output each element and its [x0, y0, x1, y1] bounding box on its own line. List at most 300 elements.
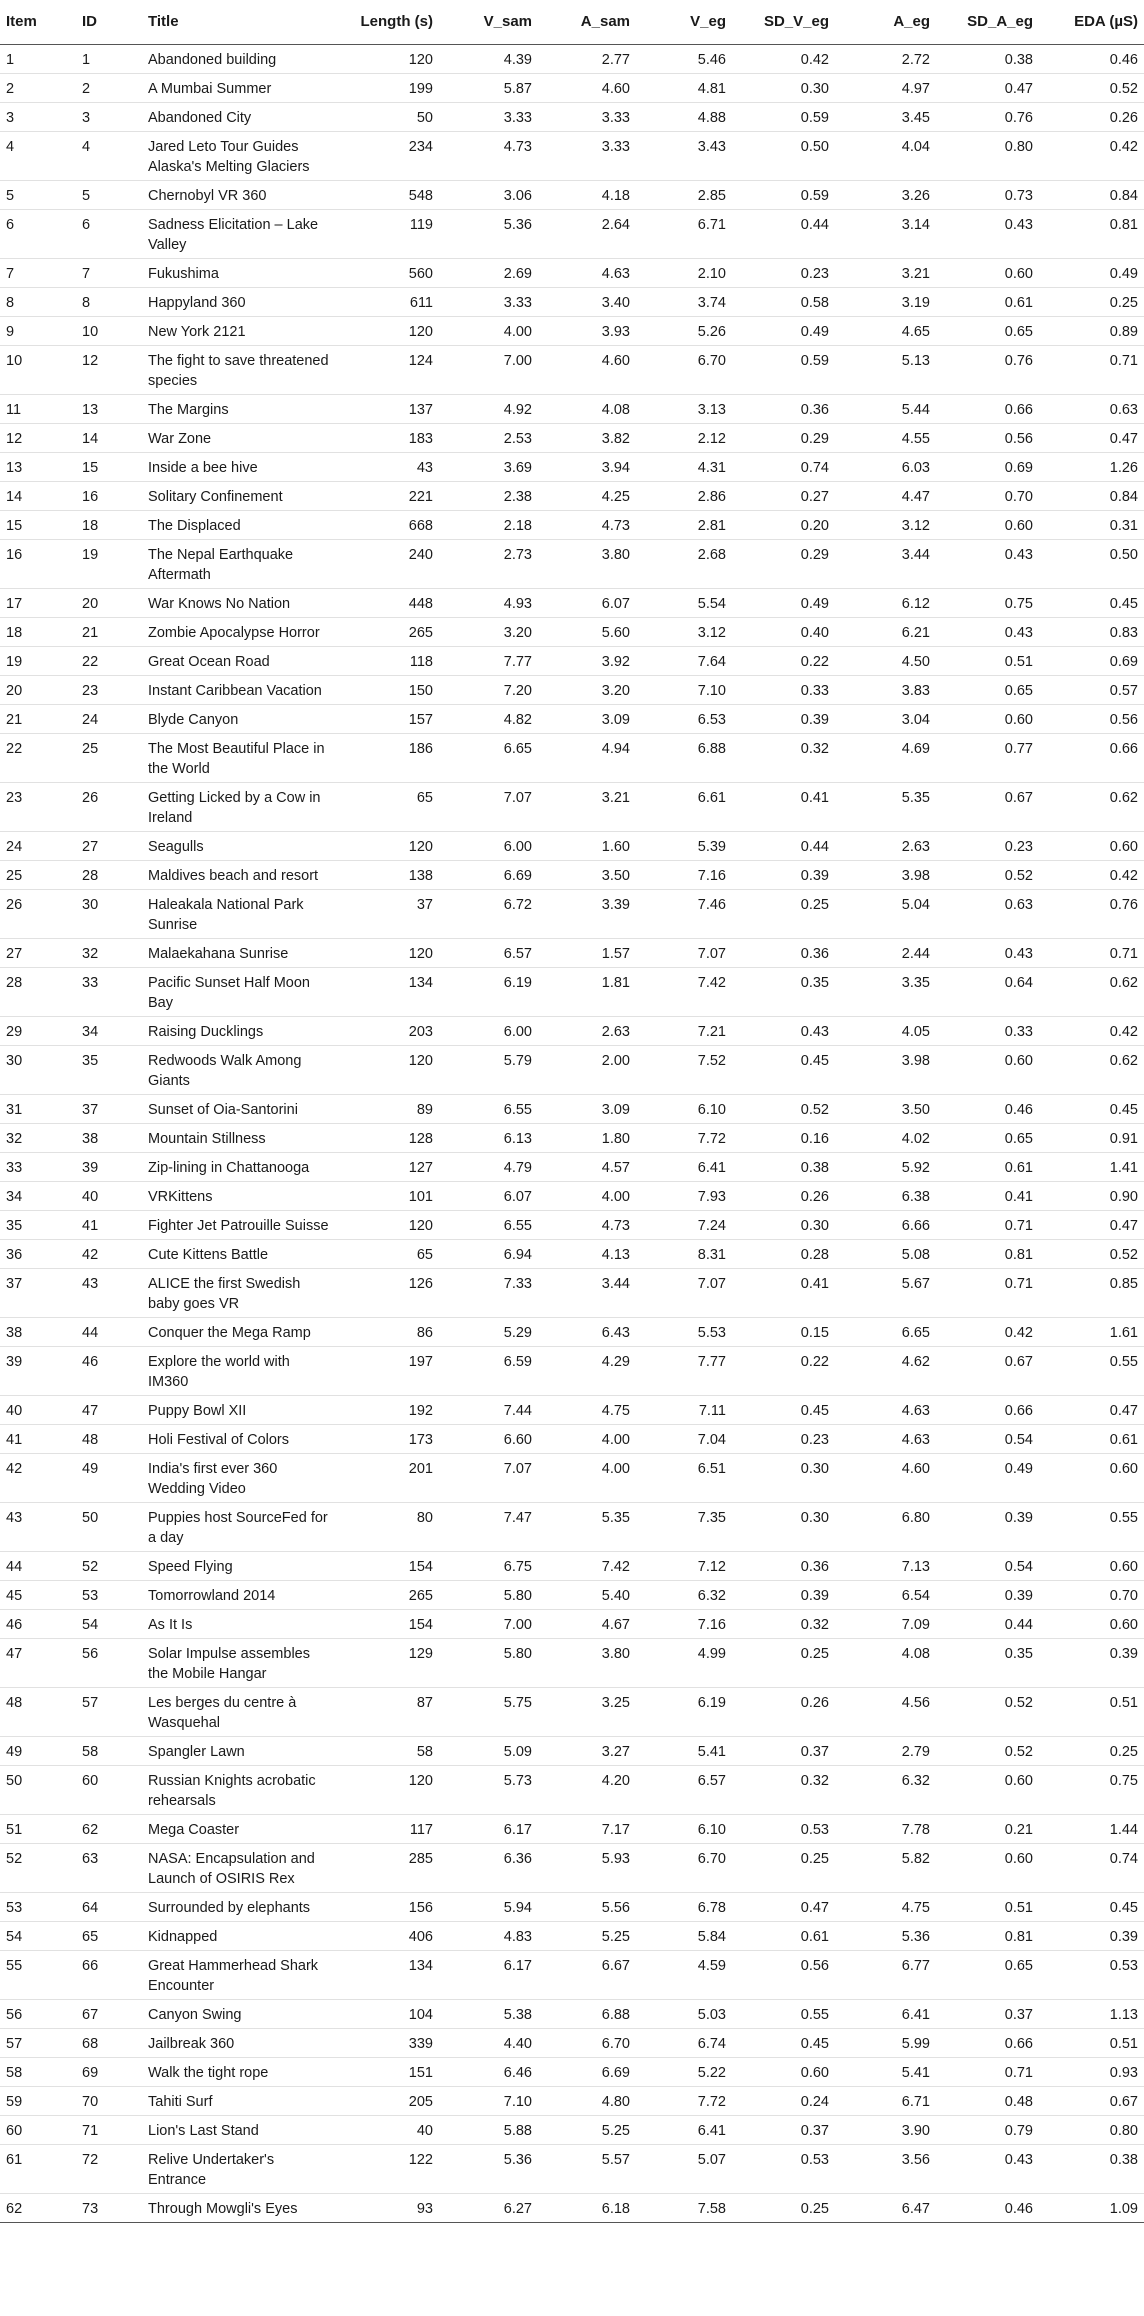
cell-a-sam: 3.33: [538, 102, 636, 131]
cell-item: 29: [0, 1016, 76, 1045]
cell-sd-a-eg: 0.46: [936, 2193, 1039, 2222]
cell-item: 25: [0, 860, 76, 889]
cell-item: 36: [0, 1239, 76, 1268]
cell-length: 205: [338, 2086, 439, 2115]
cell-length: 199: [338, 73, 439, 102]
header-row: [0, 0, 1144, 44]
table-row: [0, 967, 1144, 1016]
table-row: [0, 1950, 1144, 1999]
cell-eda: 0.38: [1039, 2144, 1144, 2193]
cell-a-sam: 3.39: [538, 889, 636, 938]
table-row: [0, 1502, 1144, 1551]
cell-a-eg: 4.75: [835, 1892, 936, 1921]
cell-v-eg: 7.58: [636, 2193, 732, 2222]
cell-id: 34: [76, 1016, 142, 1045]
cell-v-eg: 7.10: [636, 675, 732, 704]
cell-sd-v-eg: 0.43: [732, 1016, 835, 1045]
table-row: [0, 452, 1144, 481]
cell-v-sam: 5.36: [439, 209, 538, 258]
table-row: [0, 938, 1144, 967]
cell-id: 40: [76, 1181, 142, 1210]
cell-title: Happyland 360: [142, 287, 338, 316]
cell-id: 57: [76, 1687, 142, 1736]
cell-length: 50: [338, 102, 439, 131]
cell-item: 33: [0, 1152, 76, 1181]
cell-length: 151: [338, 2057, 439, 2086]
cell-id: 39: [76, 1152, 142, 1181]
cell-sd-v-eg: 0.29: [732, 539, 835, 588]
cell-v-sam: 6.57: [439, 938, 538, 967]
cell-item: 43: [0, 1502, 76, 1551]
cell-a-sam: 1.80: [538, 1123, 636, 1152]
cell-a-sam: 6.70: [538, 2028, 636, 2057]
cell-a-eg: 4.56: [835, 1687, 936, 1736]
cell-eda: 0.60: [1039, 1453, 1144, 1502]
cell-id: 33: [76, 967, 142, 1016]
cell-title: Walk the tight rope: [142, 2057, 338, 2086]
header-id: ID: [76, 0, 142, 44]
cell-length: 137: [338, 394, 439, 423]
cell-item: 39: [0, 1346, 76, 1395]
cell-a-sam: 4.60: [538, 73, 636, 102]
cell-sd-a-eg: 0.61: [936, 287, 1039, 316]
cell-sd-v-eg: 0.42: [732, 44, 835, 73]
cell-eda: 0.71: [1039, 345, 1144, 394]
cell-eda: 0.49: [1039, 258, 1144, 287]
cell-v-eg: 2.10: [636, 258, 732, 287]
cell-length: 560: [338, 258, 439, 287]
cell-v-sam: 6.72: [439, 889, 538, 938]
cell-sd-v-eg: 0.22: [732, 1346, 835, 1395]
cell-id: 35: [76, 1045, 142, 1094]
cell-v-eg: 8.31: [636, 1239, 732, 1268]
cell-eda: 0.74: [1039, 1843, 1144, 1892]
cell-length: 406: [338, 1921, 439, 1950]
table-row: [0, 1181, 1144, 1210]
cell-sd-a-eg: 0.64: [936, 967, 1039, 1016]
cell-title: Jared Leto Tour Guides Alaska's Melting Glaciers: [142, 131, 338, 180]
table-row: [0, 1239, 1144, 1268]
cell-eda: 0.57: [1039, 675, 1144, 704]
cell-eda: 0.93: [1039, 2057, 1144, 2086]
cell-v-eg: 5.03: [636, 1999, 732, 2028]
cell-v-sam: 7.77: [439, 646, 538, 675]
cell-a-sam: 4.57: [538, 1152, 636, 1181]
table-row: [0, 733, 1144, 782]
cell-a-eg: 6.71: [835, 2086, 936, 2115]
cell-a-eg: 3.98: [835, 860, 936, 889]
cell-length: 104: [338, 1999, 439, 2028]
cell-id: 60: [76, 1765, 142, 1814]
table-row: [0, 1123, 1144, 1152]
table-row: [0, 2086, 1144, 2115]
cell-eda: 0.91: [1039, 1123, 1144, 1152]
cell-a-sam: 3.33: [538, 131, 636, 180]
cell-id: 47: [76, 1395, 142, 1424]
cell-length: 150: [338, 675, 439, 704]
cell-eda: 0.80: [1039, 2115, 1144, 2144]
cell-v-eg: 7.46: [636, 889, 732, 938]
cell-eda: 0.60: [1039, 831, 1144, 860]
cell-title: Malaekahana Sunrise: [142, 938, 338, 967]
cell-v-eg: 4.59: [636, 1950, 732, 1999]
cell-v-sam: 5.80: [439, 1638, 538, 1687]
cell-a-sam: 3.80: [538, 1638, 636, 1687]
table-header: [0, 0, 1144, 44]
cell-title: Sadness Elicitation – Lake Valley: [142, 209, 338, 258]
cell-v-sam: 3.33: [439, 102, 538, 131]
cell-sd-v-eg: 0.36: [732, 1551, 835, 1580]
cell-eda: 0.55: [1039, 1502, 1144, 1551]
cell-item: 44: [0, 1551, 76, 1580]
cell-title: The fight to save threatened species: [142, 345, 338, 394]
cell-length: 265: [338, 617, 439, 646]
table-row: [0, 1638, 1144, 1687]
cell-sd-v-eg: 0.30: [732, 1453, 835, 1502]
cell-eda: 0.76: [1039, 889, 1144, 938]
cell-item: 56: [0, 1999, 76, 2028]
cell-title: Tahiti Surf: [142, 2086, 338, 2115]
cell-sd-a-eg: 0.43: [936, 938, 1039, 967]
cell-sd-a-eg: 0.51: [936, 646, 1039, 675]
cell-v-eg: 6.70: [636, 345, 732, 394]
cell-a-sam: 4.75: [538, 1395, 636, 1424]
cell-v-eg: 7.16: [636, 1609, 732, 1638]
cell-v-sam: 6.55: [439, 1210, 538, 1239]
table-row: [0, 646, 1144, 675]
cell-length: 285: [338, 1843, 439, 1892]
cell-a-sam: 6.18: [538, 2193, 636, 2222]
cell-sd-v-eg: 0.15: [732, 1317, 835, 1346]
cell-v-sam: 6.19: [439, 967, 538, 1016]
cell-item: 49: [0, 1736, 76, 1765]
cell-item: 1: [0, 44, 76, 73]
cell-title: Holi Festival of Colors: [142, 1424, 338, 1453]
cell-a-eg: 4.04: [835, 131, 936, 180]
cell-sd-v-eg: 0.37: [732, 1736, 835, 1765]
cell-id: 25: [76, 733, 142, 782]
cell-sd-a-eg: 0.81: [936, 1921, 1039, 1950]
cell-item: 26: [0, 889, 76, 938]
cell-id: 4: [76, 131, 142, 180]
cell-a-sam: 4.60: [538, 345, 636, 394]
cell-v-sam: 3.06: [439, 180, 538, 209]
cell-v-sam: 4.00: [439, 316, 538, 345]
cell-a-eg: 4.63: [835, 1424, 936, 1453]
cell-a-sam: 4.29: [538, 1346, 636, 1395]
cell-sd-a-eg: 0.66: [936, 1395, 1039, 1424]
cell-v-sam: 4.73: [439, 131, 538, 180]
table-row: [0, 1687, 1144, 1736]
cell-a-eg: 5.08: [835, 1239, 936, 1268]
cell-v-sam: 4.93: [439, 588, 538, 617]
cell-v-sam: 4.40: [439, 2028, 538, 2057]
cell-length: 124: [338, 345, 439, 394]
cell-a-sam: 4.94: [538, 733, 636, 782]
cell-sd-a-eg: 0.48: [936, 2086, 1039, 2115]
cell-sd-v-eg: 0.50: [732, 131, 835, 180]
cell-title: Abandoned City: [142, 102, 338, 131]
cell-a-sam: 4.25: [538, 481, 636, 510]
cell-eda: 0.70: [1039, 1580, 1144, 1609]
cell-sd-a-eg: 0.54: [936, 1551, 1039, 1580]
cell-v-sam: 5.38: [439, 1999, 538, 2028]
cell-sd-v-eg: 0.45: [732, 1045, 835, 1094]
cell-sd-a-eg: 0.81: [936, 1239, 1039, 1268]
cell-sd-v-eg: 0.74: [732, 452, 835, 481]
cell-item: 14: [0, 481, 76, 510]
table-row: [0, 782, 1144, 831]
cell-id: 26: [76, 782, 142, 831]
cell-v-sam: 7.20: [439, 675, 538, 704]
cell-item: 18: [0, 617, 76, 646]
cell-item: 21: [0, 704, 76, 733]
cell-a-eg: 6.80: [835, 1502, 936, 1551]
cell-eda: 0.81: [1039, 209, 1144, 258]
cell-a-eg: 3.45: [835, 102, 936, 131]
cell-eda: 0.61: [1039, 1424, 1144, 1453]
cell-a-eg: 4.62: [835, 1346, 936, 1395]
cell-v-eg: 6.19: [636, 1687, 732, 1736]
cell-length: 120: [338, 1210, 439, 1239]
cell-length: 203: [338, 1016, 439, 1045]
cell-v-sam: 6.59: [439, 1346, 538, 1395]
cell-eda: 0.39: [1039, 1921, 1144, 1950]
cell-id: 12: [76, 345, 142, 394]
cell-a-eg: 3.19: [835, 287, 936, 316]
cell-item: 51: [0, 1814, 76, 1843]
cell-id: 27: [76, 831, 142, 860]
cell-v-eg: 3.43: [636, 131, 732, 180]
cell-v-eg: 6.74: [636, 2028, 732, 2057]
cell-sd-a-eg: 0.33: [936, 1016, 1039, 1045]
cell-a-eg: 5.13: [835, 345, 936, 394]
cell-title: Russian Knights acrobatic rehearsals: [142, 1765, 338, 1814]
cell-v-sam: 6.36: [439, 1843, 538, 1892]
cell-sd-a-eg: 0.65: [936, 1950, 1039, 1999]
cell-length: 186: [338, 733, 439, 782]
cell-sd-a-eg: 0.70: [936, 481, 1039, 510]
cell-v-sam: 3.33: [439, 287, 538, 316]
cell-item: 58: [0, 2057, 76, 2086]
table-row: [0, 1765, 1144, 1814]
cell-sd-v-eg: 0.32: [732, 1765, 835, 1814]
cell-title: As It Is: [142, 1609, 338, 1638]
table-row: [0, 131, 1144, 180]
table-row: [0, 73, 1144, 102]
cell-id: 5: [76, 180, 142, 209]
cell-eda: 0.60: [1039, 1551, 1144, 1580]
cell-v-eg: 5.22: [636, 2057, 732, 2086]
cell-id: 56: [76, 1638, 142, 1687]
cell-a-sam: 4.13: [538, 1239, 636, 1268]
cell-v-eg: 5.84: [636, 1921, 732, 1950]
cell-v-eg: 2.81: [636, 510, 732, 539]
cell-a-eg: 3.98: [835, 1045, 936, 1094]
cell-item: 60: [0, 2115, 76, 2144]
cell-item: 24: [0, 831, 76, 860]
cell-a-sam: 4.73: [538, 1210, 636, 1239]
cell-title: Cute Kittens Battle: [142, 1239, 338, 1268]
cell-sd-v-eg: 0.49: [732, 316, 835, 345]
cell-item: 38: [0, 1317, 76, 1346]
cell-v-sam: 6.46: [439, 2057, 538, 2086]
cell-id: 15: [76, 452, 142, 481]
table-row: [0, 831, 1144, 860]
cell-v-sam: 4.82: [439, 704, 538, 733]
cell-a-sam: 2.77: [538, 44, 636, 73]
cell-v-eg: 7.12: [636, 1551, 732, 1580]
cell-v-sam: 7.47: [439, 1502, 538, 1551]
cell-item: 40: [0, 1395, 76, 1424]
cell-v-sam: 6.75: [439, 1551, 538, 1580]
cell-a-eg: 6.38: [835, 1181, 936, 1210]
cell-v-eg: 6.61: [636, 782, 732, 831]
cell-sd-a-eg: 0.39: [936, 1502, 1039, 1551]
cell-length: 448: [338, 588, 439, 617]
cell-length: 43: [338, 452, 439, 481]
cell-v-eg: 6.32: [636, 1580, 732, 1609]
cell-id: 2: [76, 73, 142, 102]
cell-v-eg: 2.85: [636, 180, 732, 209]
cell-eda: 0.69: [1039, 646, 1144, 675]
cell-eda: 0.55: [1039, 1346, 1144, 1395]
cell-sd-a-eg: 0.39: [936, 1580, 1039, 1609]
cell-a-eg: 4.65: [835, 316, 936, 345]
cell-item: 42: [0, 1453, 76, 1502]
cell-sd-v-eg: 0.23: [732, 258, 835, 287]
cell-v-eg: 3.74: [636, 287, 732, 316]
cell-sd-a-eg: 0.21: [936, 1814, 1039, 1843]
cell-v-sam: 2.69: [439, 258, 538, 287]
header-title: Title: [142, 0, 338, 44]
cell-eda: 0.42: [1039, 860, 1144, 889]
cell-item: 15: [0, 510, 76, 539]
cell-sd-v-eg: 0.36: [732, 394, 835, 423]
cell-id: 66: [76, 1950, 142, 1999]
cell-eda: 0.62: [1039, 782, 1144, 831]
cell-v-sam: 5.36: [439, 2144, 538, 2193]
cell-title: Through Mowgli's Eyes: [142, 2193, 338, 2222]
cell-id: 69: [76, 2057, 142, 2086]
cell-id: 14: [76, 423, 142, 452]
cell-sd-a-eg: 0.49: [936, 1453, 1039, 1502]
cell-eda: 0.90: [1039, 1181, 1144, 1210]
cell-a-eg: 6.12: [835, 588, 936, 617]
cell-sd-v-eg: 0.22: [732, 646, 835, 675]
cell-a-sam: 3.25: [538, 1687, 636, 1736]
cell-eda: 0.52: [1039, 73, 1144, 102]
cell-sd-a-eg: 0.77: [936, 733, 1039, 782]
cell-title: Pacific Sunset Half Moon Bay: [142, 967, 338, 1016]
cell-v-sam: 4.39: [439, 44, 538, 73]
table-row: [0, 675, 1144, 704]
cell-length: 134: [338, 1950, 439, 1999]
cell-length: 156: [338, 1892, 439, 1921]
cell-item: 48: [0, 1687, 76, 1736]
cell-v-sam: 5.29: [439, 1317, 538, 1346]
cell-eda: 0.71: [1039, 938, 1144, 967]
cell-sd-v-eg: 0.53: [732, 2144, 835, 2193]
cell-sd-v-eg: 0.39: [732, 1580, 835, 1609]
cell-v-sam: 7.10: [439, 2086, 538, 2115]
cell-title: Lion's Last Stand: [142, 2115, 338, 2144]
cell-title: War Knows No Nation: [142, 588, 338, 617]
table-row: [0, 2028, 1144, 2057]
cell-length: 129: [338, 1638, 439, 1687]
header-sd-a-eg: SD_A_eg: [936, 0, 1039, 44]
cell-length: 127: [338, 1152, 439, 1181]
cell-id: 41: [76, 1210, 142, 1239]
cell-v-sam: 5.88: [439, 2115, 538, 2144]
table-row: [0, 423, 1144, 452]
cell-sd-v-eg: 0.36: [732, 938, 835, 967]
cell-id: 53: [76, 1580, 142, 1609]
cell-id: 37: [76, 1094, 142, 1123]
cell-id: 68: [76, 2028, 142, 2057]
cell-item: 35: [0, 1210, 76, 1239]
cell-a-sam: 5.25: [538, 1921, 636, 1950]
cell-eda: 0.85: [1039, 1268, 1144, 1317]
cell-eda: 0.51: [1039, 1687, 1144, 1736]
table-row: [0, 209, 1144, 258]
cell-a-eg: 5.92: [835, 1152, 936, 1181]
cell-id: 44: [76, 1317, 142, 1346]
cell-item: 45: [0, 1580, 76, 1609]
cell-eda: 1.09: [1039, 2193, 1144, 2222]
cell-v-sam: 5.73: [439, 1765, 538, 1814]
cell-v-sam: 3.69: [439, 452, 538, 481]
cell-a-sam: 3.21: [538, 782, 636, 831]
cell-v-eg: 7.77: [636, 1346, 732, 1395]
cell-sd-v-eg: 0.60: [732, 2057, 835, 2086]
cell-v-eg: 7.11: [636, 1395, 732, 1424]
cell-title: Getting Licked by a Cow in Ireland: [142, 782, 338, 831]
table-row: [0, 704, 1144, 733]
cell-sd-v-eg: 0.39: [732, 704, 835, 733]
cell-v-eg: 7.64: [636, 646, 732, 675]
cell-eda: 0.42: [1039, 1016, 1144, 1045]
cell-eda: 0.62: [1039, 1045, 1144, 1094]
cell-title: Solar Impulse assembles the Mobile Hangar: [142, 1638, 338, 1687]
cell-a-sam: 2.64: [538, 209, 636, 258]
cell-v-sam: 3.20: [439, 617, 538, 646]
cell-a-eg: 6.77: [835, 1950, 936, 1999]
cell-sd-a-eg: 0.60: [936, 1765, 1039, 1814]
cell-v-eg: 7.04: [636, 1424, 732, 1453]
table-row: [0, 1094, 1144, 1123]
cell-v-eg: 7.24: [636, 1210, 732, 1239]
cell-sd-a-eg: 0.52: [936, 1687, 1039, 1736]
cell-a-sam: 3.82: [538, 423, 636, 452]
cell-sd-v-eg: 0.59: [732, 102, 835, 131]
cell-id: 23: [76, 675, 142, 704]
cell-eda: 0.84: [1039, 180, 1144, 209]
cell-item: 32: [0, 1123, 76, 1152]
cell-sd-v-eg: 0.53: [732, 1814, 835, 1843]
cell-a-eg: 2.72: [835, 44, 936, 73]
cell-eda: 0.75: [1039, 1765, 1144, 1814]
table-row: [0, 2144, 1144, 2193]
cell-length: 80: [338, 1502, 439, 1551]
cell-v-sam: 2.18: [439, 510, 538, 539]
cell-id: 54: [76, 1609, 142, 1638]
cell-item: 37: [0, 1268, 76, 1317]
cell-length: 173: [338, 1424, 439, 1453]
cell-a-sam: 4.08: [538, 394, 636, 423]
cell-title: Chernobyl VR 360: [142, 180, 338, 209]
cell-title: Speed Flying: [142, 1551, 338, 1580]
